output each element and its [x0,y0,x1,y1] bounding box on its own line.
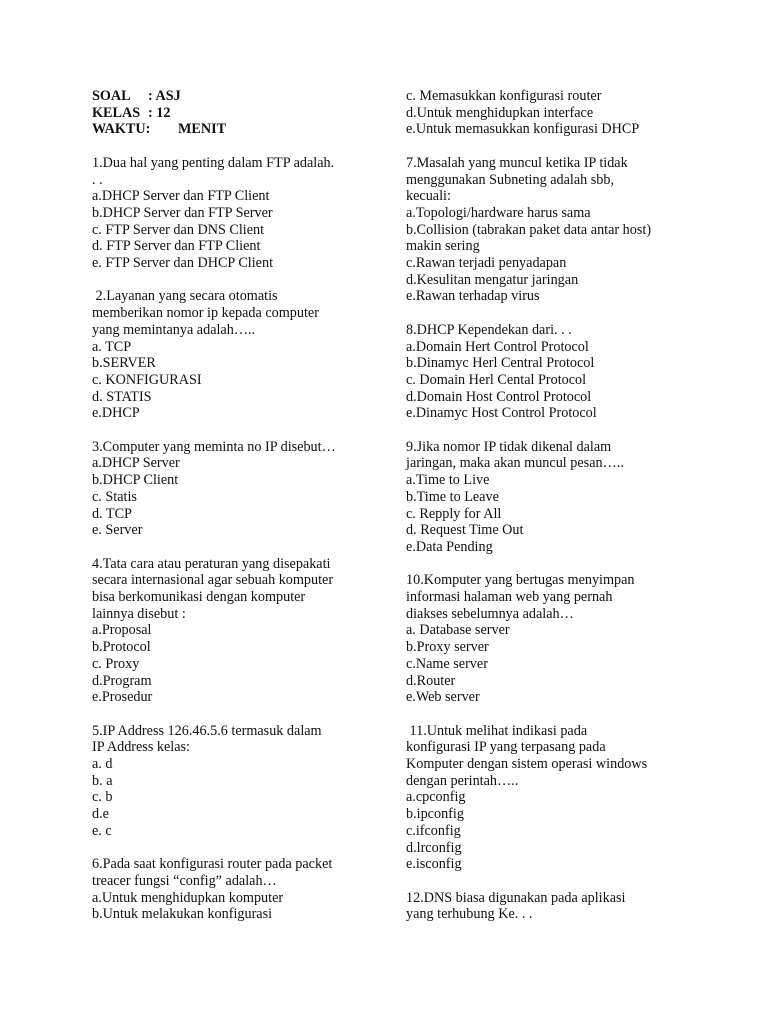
answer-option: d. Request Time Out [406,522,524,539]
waktu-value: MENIT [178,121,227,138]
answer-option: d. TCP [92,505,132,522]
question-text: diakses sebelumnya adalah… [406,605,574,622]
question-text: 3.Computer yang meminta no IP disebut… [92,438,336,455]
answer-option: b.DHCP Server dan FTP Server [92,204,273,221]
answer-option: a.cpconfig [406,789,466,806]
question-text: 8.DHCP Kependekan dari. . . [406,321,572,338]
answer-option: b.Dinamyc Herl Central Protocol [406,355,595,372]
answer-option: c. Repply for All [406,505,502,522]
question-text: 4.Tata cara atau peraturan yang disepakati [92,555,331,572]
answer-option: b.Proxy server [406,639,489,656]
answer-option: a.Topologi/hardware harus sama [406,204,591,221]
header-waktu [92,121,377,138]
answer-option: a.DHCP Server [92,455,180,472]
question-text: 9.Jika nomor IP tidak dikenal dalam [406,438,612,455]
question-5 [92,723,377,840]
header-soal [92,88,377,105]
answer-option: c. Proxy [92,655,140,672]
question-text: lainnya disebut : [92,605,186,622]
question-2 [92,288,377,422]
answer-option: c. Memasukkan konfigurasi router [406,88,602,104]
right-column [406,88,686,923]
answer-option: e.Prosedur [92,689,153,706]
question-11 [406,723,686,873]
answer-option: a. TCP [92,338,132,355]
question-text: informasi halaman web yang pernah [406,589,613,606]
question-text: 11.Untuk melihat indikasi pada [406,722,588,739]
soal-value: : ASJ [148,88,181,104]
answer-option: c.ifconfig [406,822,461,839]
question-text: dengan perintah….. [406,772,519,789]
answer-option: c. KONFIGURASI [92,371,202,388]
answer-option: e. FTP Server dan DHCP Client [92,255,274,272]
answer-option: e.isconfig [406,856,462,873]
answer-option: e.Web server [406,689,480,706]
question-text: 10.Komputer yang bertugas menyimpan [406,572,635,589]
question-4 [92,556,377,706]
kelas-value: : 12 [148,104,171,121]
answer-option: c.Rawan terjadi penyadapan [406,255,567,272]
question-text: yang memintanya adalah….. [92,321,256,338]
answer-option: c. Domain Herl Cental Protocol [406,371,587,388]
answer-option: e.Rawan terhadap virus [406,288,540,305]
question-text: 5.IP Address 126.46.5.6 termasuk dalam [92,722,322,739]
answer-option: e.DHCP [92,405,140,422]
soal-label: SOAL [92,88,131,104]
answer-option: c.Name server [406,655,488,672]
question-text: 6.Pada saat konfigurasi router pada packet [92,856,333,873]
question-12 [406,890,686,923]
question-text: memberikan nomor ip kepada computer [92,305,319,322]
question-9 [406,439,686,556]
header-kelas [92,105,377,122]
answer-option: b.ipconfig [406,806,464,823]
answer-option: d.Router [406,672,456,689]
question-6 [92,856,377,923]
answer-option: e. c [92,822,112,839]
question-text: 12.DNS biasa digunakan pada aplikasi [406,889,626,906]
answer-option: a.Time to Live [406,472,490,489]
question-6-continued [406,88,686,138]
answer-option: d.Untuk menghidupkan interface [406,104,594,121]
question-text: . . [92,171,103,188]
exam-header [92,88,377,138]
question-text: bisa berkomunikasi dengan komputer [92,589,306,606]
kelas-label: KELAS [92,104,141,121]
question-7 [406,155,686,305]
answer-option: e.Data Pending [406,538,493,555]
answer-option: a.Proposal [92,622,152,639]
answer-option: c. FTP Server dan DNS Client [92,221,265,238]
answer-option: makin sering [406,238,480,255]
question-text: treacer fungsi “config” adalah… [92,872,277,889]
question-text: menggunakan Subneting adalah sbb, [406,171,615,188]
question-text: 2.Layanan yang secara otomatis [92,288,278,305]
answer-option: b.DHCP Client [92,472,179,489]
answer-option: a.Untuk menghidupkan komputer [92,889,284,906]
answer-option: d.Domain Host Control Protocol [406,388,592,405]
question-text: Komputer dengan sistem operasi windows [406,756,648,773]
answer-option: d. FTP Server dan FTP Client [92,238,261,255]
answer-option: b.Collision (tabrakan paket data antar host) [406,221,652,238]
question-text: jaringan, maka akan muncul pesan….. [406,455,624,472]
question-text: konfigurasi IP yang terpasang pada [406,739,606,756]
question-text: 7.Masalah yang muncul ketika IP tidak [406,154,628,171]
answer-option: c. b [92,789,113,806]
question-3 [92,439,377,539]
waktu-label: WAKTU: [92,121,151,138]
answer-option: b.SERVER [92,355,156,372]
question-text: yang terhubung Ke. . . [406,906,533,923]
answer-option: d.Program [92,672,152,689]
answer-option: a.DHCP Server dan FTP Client [92,188,270,205]
answer-option: b. a [92,772,113,789]
question-text: kecuali: [406,188,451,205]
question-text: IP Address kelas: [92,739,190,756]
answer-option: a. d [92,756,113,773]
question-10 [406,572,686,706]
answer-option: b.Protocol [92,639,151,656]
answer-option: e.Untuk memasukkan konfigurasi DHCP [406,121,640,138]
question-text: secara internasional agar sebuah komputer [92,572,334,589]
answer-option: c. Statis [92,488,137,505]
answer-option: b.Time to Leave [406,488,499,505]
answer-option: b.Untuk melakukan konfigurasi [92,906,273,923]
answer-option: d.e [92,806,109,823]
answer-option: d.lrconfig [406,839,462,856]
answer-option: e.Dinamyc Host Control Protocol [406,405,597,422]
question-8 [406,322,686,422]
answer-option: d. STATIS [92,388,152,405]
answer-option: a.Domain Hert Control Protocol [406,338,589,355]
answer-option: d.Kesulitan mengatur jaringan [406,271,579,288]
answer-option: e. Server [92,522,143,539]
question-text: 1.Dua hal yang penting dalam FTP adalah. [92,154,335,171]
answer-option: a. Database server [406,622,510,639]
left-column [92,88,377,923]
question-1 [92,155,377,272]
